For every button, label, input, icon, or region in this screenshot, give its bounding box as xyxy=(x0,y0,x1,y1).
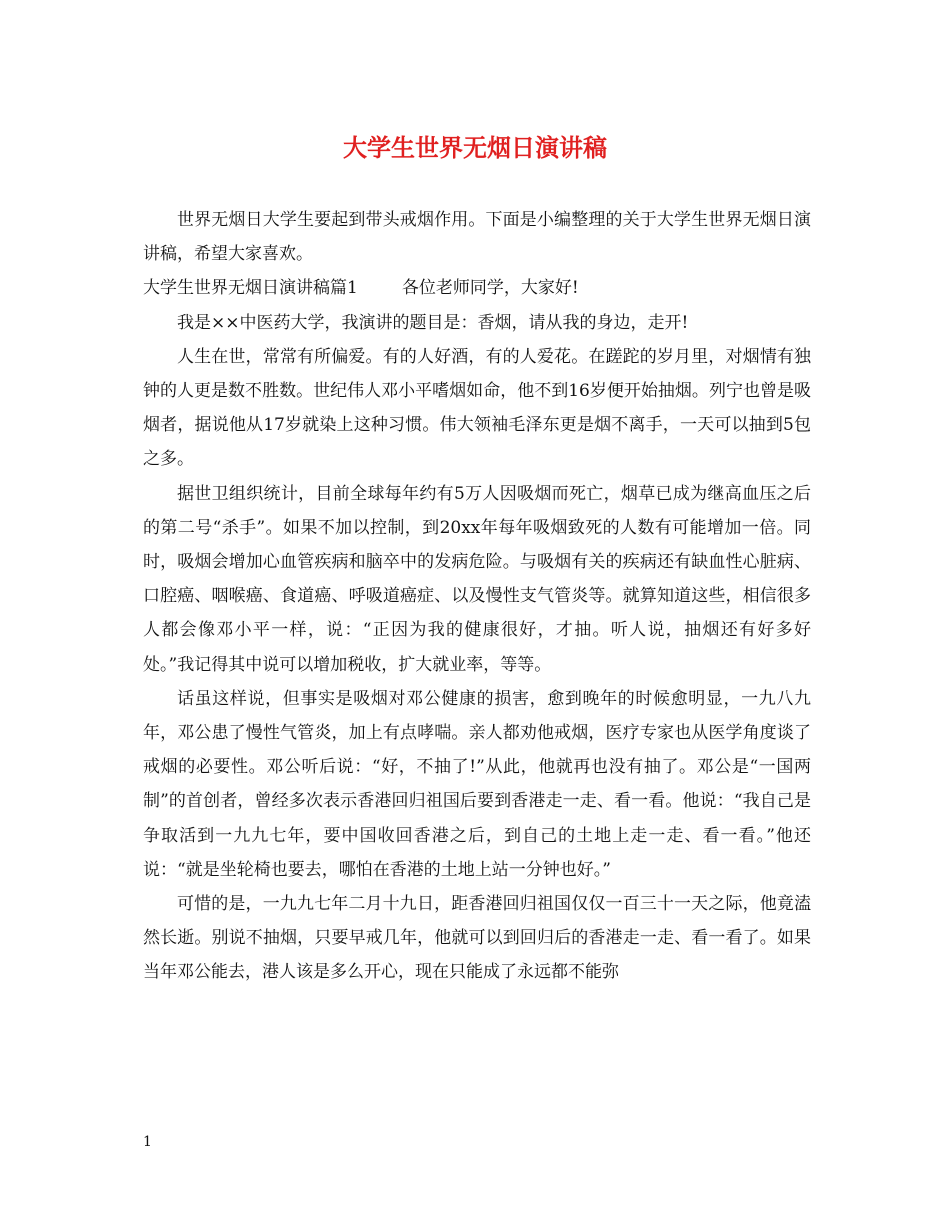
speech-heading-line xyxy=(143,271,811,305)
body-paragraph: 话虽这样说，但事实是吸烟对邓公健康的损害，愈到晚年的时候愈明显，一九八九年，邓公患了慢性气管炎，加上有点哮喘。亲人都劝他戒烟，医疗专家也从医学角度谈了戒烟的必要性。邓公听后说：“好，不抽了!”从此，他就再也没有抽了。邓公是“一国两制”的首创者，曾经多次表示香港回归祖国后要到香港走一走、看一看。他说：“我自己是争取活到一九九七年，要中国收回香港之后，到自己的土地上走一走、看一看。”他还说：“就是坐轮椅也要去，哪怕在香港的土地上站一分钟也好。” xyxy=(143,688,811,880)
body-paragraph: 可惜的是，一九九七年二月十九日，距香港回归祖国仅仅一百三十一天之际，他竟溘然长逝。别说不抽烟，只要早戒几年，他就可以到回归后的香港走一走、看一看了。如果当年邓公能去，港人该是多么开心，现在只能成了永远都不能弥 xyxy=(143,894,811,983)
page-number: 1 xyxy=(143,1134,152,1150)
body-paragraph: 我是××中医药大学，我演讲的题目是：香烟，请从我的身边，走开! xyxy=(177,312,689,333)
greeting: 各位老师同学，大家好! xyxy=(401,278,579,299)
speech-heading: 大学生世界无烟日演讲稿篇1 xyxy=(143,278,358,299)
intro-paragraph: 世界无烟日大学生要起到带头戒烟作用。下面是小编整理的关于大学生世界无烟日演讲稿，希望大家喜欢。 xyxy=(143,210,811,265)
body-paragraph: 人生在世，常常有所偏爱。有的人好酒，有的人爱花。在蹉跎的岁月里，对烟情有独钟的人更是数不胜数。世纪伟人邓小平嗜烟如命，他不到16岁便开始抽烟。列宁也曾是吸烟者，据说他从17岁就染上这种习惯。伟大领袖毛泽东更是烟不离手，一天可以抽到5包之多。 xyxy=(143,346,811,470)
document-body xyxy=(143,203,811,990)
document-title: 大学生世界无烟日演讲稿 xyxy=(343,134,607,162)
body-paragraph: 据世卫组织统计，目前全球每年约有5万人因吸烟而死亡，烟草已成为继高血压之后的第二号“杀手”。如果不加以控制，到20xx年每年吸烟致死的人数有可能增加一倍。同时，吸烟会增加心血管疾病和脑卒中的发病危险。与吸烟有关的疾病还有缺血性心脏病、口腔癌、咽喉癌、食道癌、呼吸道癌症、以及慢性支气管炎等。就算知道这些，相信很多人都会像邓小平一样，说：“正因为我的健康很好，才抽。听人说，抽烟还有好多好处。”我记得其中说可以增加税收，扩大就业率，等等。 xyxy=(143,483,811,675)
